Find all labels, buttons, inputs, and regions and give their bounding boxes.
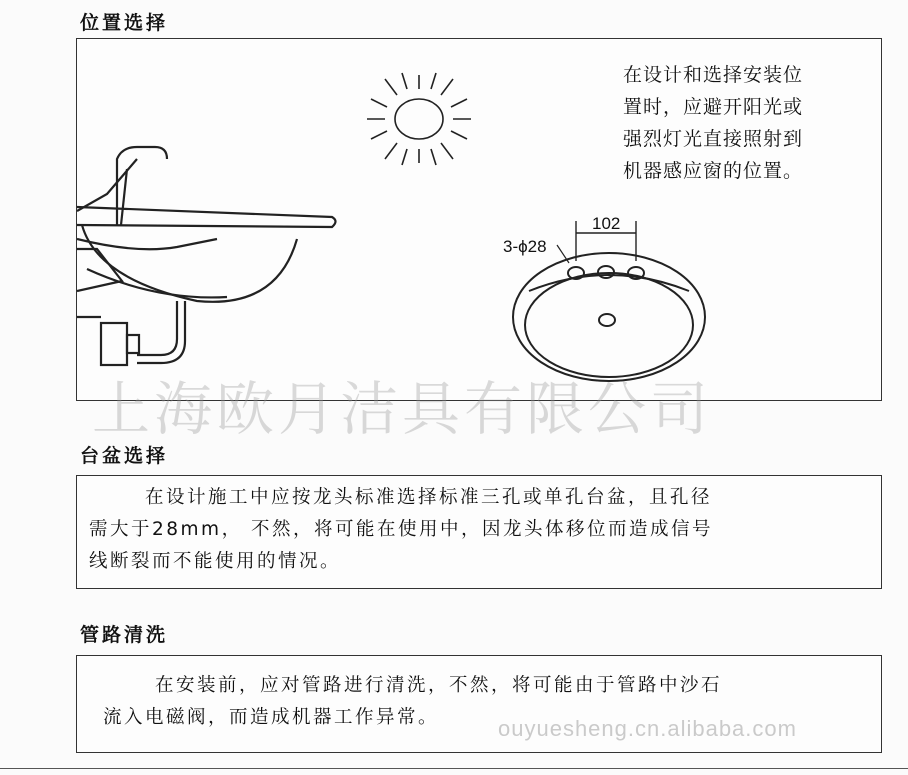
bottom-divider <box>0 768 908 769</box>
sun-icon <box>367 73 471 165</box>
section-heading-position: 位置选择 <box>80 12 169 34</box>
note-line: 置时，应避开阳光或 <box>623 96 804 118</box>
faucet-basin-drawing <box>77 147 336 365</box>
section-heading-basin: 台盆选择 <box>80 445 169 467</box>
position-frame <box>76 38 882 401</box>
site-watermark: ouyuesheng.cn.alibaba.com <box>498 716 797 741</box>
position-note <box>623 59 863 187</box>
text-line: 在安装前，应对管路进行清洗，不然，将可能由于管路中沙石 <box>155 675 723 696</box>
note-line: 机器感应窗的位置。 <box>623 160 804 182</box>
basin-frame <box>76 475 882 589</box>
note-line: 强烈灯光直接照射到 <box>623 128 804 150</box>
note-line: 在设计和选择安装位 <box>623 64 804 86</box>
text-line: 流入电磁阀，而造成机器工作异常。 <box>103 707 440 728</box>
company-watermark: 上海欧月洁具有限公司 <box>92 375 713 443</box>
text-line: 需大于28mm， 不然，将可能在使用中，因龙头体移位而造成信号 <box>89 519 713 540</box>
section-heading-pipe: 管路清洗 <box>80 624 169 646</box>
spacing-dimension-label: 102 <box>592 214 621 233</box>
hole-diameter-label: 3-ϕ28 <box>503 237 547 256</box>
text-line: 线断裂而不能使用的情况。 <box>89 551 342 572</box>
text-line: 在设计施工中应按龙头标准选择标准三孔或单孔台盆，且孔径 <box>145 487 713 508</box>
basin-text <box>89 482 879 578</box>
